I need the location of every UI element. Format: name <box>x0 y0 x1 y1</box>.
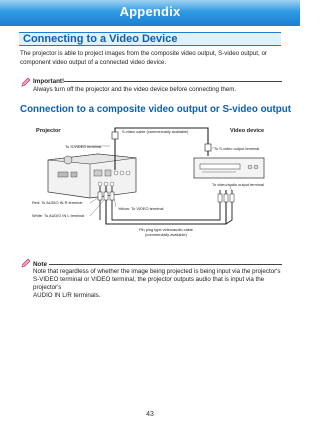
section-title-box <box>19 32 281 46</box>
white-audio-l-label: White: To AUDIO IN L terminal <box>32 213 85 218</box>
pin-plug-label-2: (commercially available) <box>145 232 187 237</box>
important-label: Important! <box>33 78 65 85</box>
note-label: Note <box>33 261 47 268</box>
pencil-icon <box>21 258 31 268</box>
pin-plug-label-1: Pin plug type video/audio cable <box>139 227 193 232</box>
page-title: Appendix <box>119 4 181 19</box>
important-divider <box>64 81 282 82</box>
video-device-illustration <box>194 158 264 178</box>
projector-label: Projector <box>36 128 61 134</box>
header-banner <box>0 0 300 26</box>
yellow-video-label: Yellow: To VIDEO terminal <box>118 206 164 211</box>
connection-diagram <box>18 120 284 250</box>
red-audio-r-label: Red: To AUDIO IN R terminal <box>32 200 83 205</box>
note-line-2: S-VIDEO terminal or VIDEO terminal, the projector outputs audio that is input via the projector's <box>33 276 265 291</box>
page-number: 43 <box>146 411 154 418</box>
pencil-icon <box>21 77 31 87</box>
subheading: Connection to a composite video output or S-video output <box>20 104 292 115</box>
intro-line-2: component video output of a connected video device. <box>20 58 167 66</box>
projector-illustration <box>48 154 136 198</box>
section-title: Connecting to a Video Device <box>23 33 178 45</box>
to-video-audio-output-label: To video/audio output terminal <box>212 182 264 187</box>
intro-line-1: The projector is able to project images from the composite video output, S-video output, or <box>20 50 267 57</box>
to-svideo-output-label: To S-video output terminal <box>214 146 260 151</box>
intro-paragraph <box>20 50 282 67</box>
note-line-3: AUDIO IN L/R terminals. <box>33 292 101 299</box>
to-svideo-terminal-label: To S-VIDEO terminal <box>65 144 102 149</box>
note-text <box>33 268 283 300</box>
video-device-label: Video device <box>230 128 265 134</box>
note-divider <box>49 264 282 265</box>
rca-plugs-projector <box>98 192 114 200</box>
important-text: Always turn off the projector and the video device before connecting them. <box>33 86 237 93</box>
note-line-1: Note that regardless of whether the image being projected is being input via the projector's <box>33 268 281 275</box>
svideo-cable-label: S-video cable (commercially available) <box>122 129 189 134</box>
rca-plugs-device <box>218 194 234 202</box>
